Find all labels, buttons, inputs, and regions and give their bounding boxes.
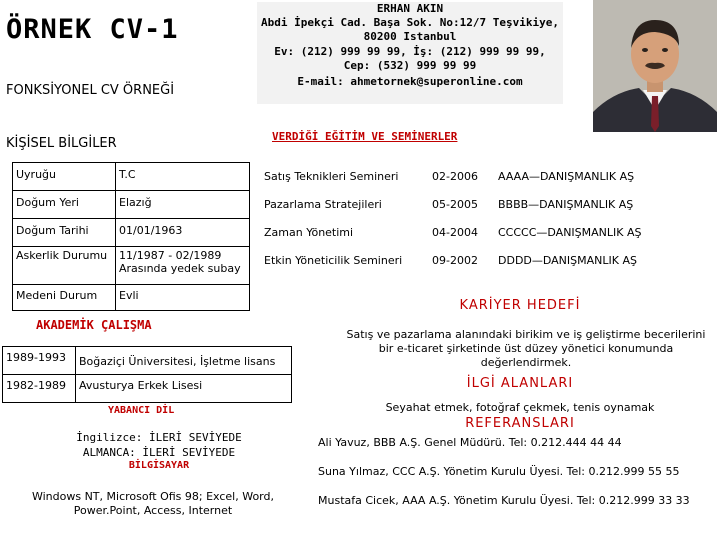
contact-email: E-mail: ahmetornek@superonline.com <box>297 75 523 89</box>
reference-item: Ali Yavuz, BBB A.Ş. Genel Müdürü. Tel: 0.212.444 44 44 <box>318 436 622 449</box>
academic-years: 1989-1993 <box>3 347 76 375</box>
personal-value: 01/01/1963 <box>116 219 250 247</box>
seminar-name: Etkin Yöneticilik Semineri <box>264 254 403 267</box>
seminar-name: Zaman Yönetimi <box>264 225 354 239</box>
seminar-name: Satış Teknikleri Semineri <box>264 169 399 183</box>
table-row <box>13 219 250 247</box>
computer-heading: BİLGİSAYAR <box>128 460 190 471</box>
references-heading: REFERANSLARI <box>465 416 575 431</box>
computer-text: Windows NT, Microsoft Ofis 98; Excel, Word, Power.Point, Access, Internet <box>31 490 274 517</box>
interests-text: Seyahat etmek, fotoğraf çekmek, tenis oynamak <box>385 401 655 414</box>
contact-address-line2: 80200 Istanbul <box>363 30 457 44</box>
seminar-org: CCCCC—DANIŞMANLIK AŞ <box>498 225 642 239</box>
language-english: İngilizce: İLERİ SEVİYEDE <box>76 431 242 444</box>
seminar-org: AAAA—DANIŞMANLIK AŞ <box>498 169 635 183</box>
academic-school: Avusturya Erkek Lisesi <box>76 375 292 403</box>
table-row <box>13 191 250 219</box>
personal-value: 11/1987 - 02/1989 Arasında yedek subay <box>116 247 250 285</box>
academic-school: Boğaziçi Üniversitesi, İşletme lisans <box>76 347 292 375</box>
contact-phone: Ev: (212) 999 99 99, İş: (212) 999 99 99, <box>274 44 546 58</box>
seminar-date: 09-2002 <box>432 254 478 267</box>
seminars-table <box>264 162 716 296</box>
seminars-heading: VERDİĞİ EĞİTİM VE SEMİNERLER <box>272 130 458 143</box>
personal-label: Medeni Durum <box>13 285 116 311</box>
contact-name: ERHAN AKIN <box>376 2 444 15</box>
seminar-org: BBBB—DANIŞMANLIK AŞ <box>498 197 634 211</box>
academic-years: 1982-1989 <box>3 375 76 403</box>
contact-box <box>257 2 563 104</box>
personal-value: Elazığ <box>116 191 250 219</box>
page-subtitle: FONKSİYONEL CV ÖRNEĞİ <box>6 83 175 98</box>
seminar-date: 02-2006 <box>432 169 478 183</box>
table-row <box>13 247 250 285</box>
profile-photo <box>593 0 717 132</box>
career-text: Satış ve pazarlama alanındaki birikim ve iş geliştirme becerilerini bir e-ticaret şirketinde üst düzey yönetici konumunda değerlendirmek. <box>346 328 706 369</box>
contact-mobile: Cep: (532) 999 99 99 <box>343 58 477 72</box>
table-row <box>264 218 716 246</box>
language-german: ALMANCA: İLERİ SEVİYEDE <box>82 446 236 459</box>
person-portrait-icon <box>593 0 717 132</box>
academic-heading: AKADEMİK ÇALIŞMA <box>36 318 152 332</box>
table-row <box>264 190 716 218</box>
personal-label: Askerlik Durumu <box>13 247 116 285</box>
table-row <box>3 347 292 375</box>
interests-heading: İLGİ ALANLARI <box>466 376 574 391</box>
languages-list <box>44 430 274 460</box>
seminar-date: 05-2005 <box>432 197 478 211</box>
reference-item: Suna Yılmaz, CCC A.Ş. Yönetim Kurulu Üyesi. Tel: 0.212.999 55 55 <box>318 465 680 478</box>
personal-heading: KİŞİSEL BİLGİLER <box>6 136 117 151</box>
personal-table <box>12 162 250 311</box>
personal-value: T.C <box>116 163 250 191</box>
reference-item: Mustafa Cicek, AAA A.Ş. Yönetim Kurulu Üyesi. Tel: 0.212.999 33 33 <box>318 494 690 507</box>
table-row <box>264 162 716 190</box>
academic-table <box>2 346 292 403</box>
table-row <box>264 246 716 296</box>
table-row <box>3 375 292 403</box>
table-row <box>13 163 250 191</box>
contact-address-line1: Abdi İpekçi Cad. Başa Sok. No:12/7 Teşvikiye, <box>260 16 559 30</box>
seminar-org: DDDD—DANIŞMANLIK AŞ <box>498 254 637 267</box>
seminar-name: Pazarlama Stratejileri <box>264 197 382 211</box>
seminar-date: 04-2004 <box>432 225 478 239</box>
table-row <box>13 285 250 311</box>
languages-heading: YABANCI DİL <box>108 405 175 416</box>
personal-value: Evli <box>116 285 250 311</box>
personal-label: Uyruğu <box>13 163 116 191</box>
personal-label: Doğum Tarihi <box>13 219 116 247</box>
personal-label: Doğum Yeri <box>13 191 116 219</box>
career-heading: KARİYER HEDEFİ <box>459 298 581 313</box>
page-title: ÖRNEK CV-1 <box>6 14 179 45</box>
